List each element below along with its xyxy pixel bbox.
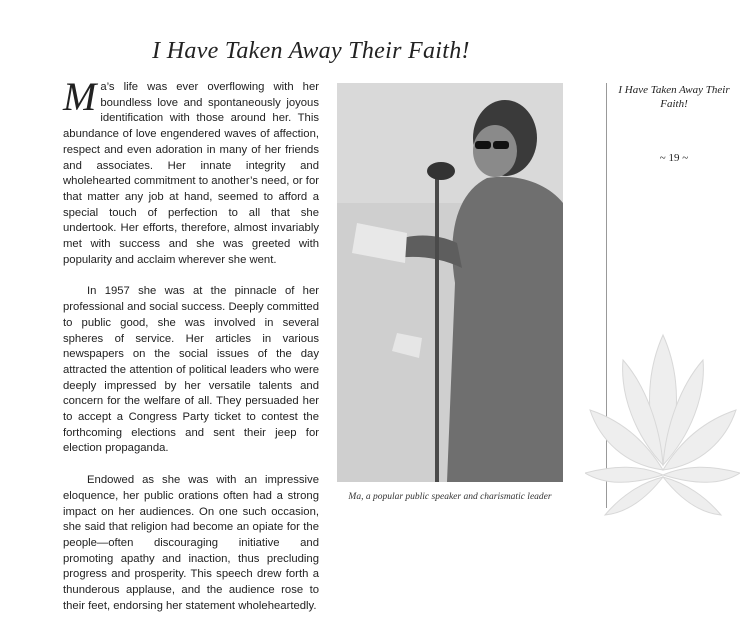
drop-cap: M	[63, 74, 97, 119]
chapter-title: I Have Taken Away Their Faith!	[152, 38, 470, 64]
speaker-photo	[337, 83, 563, 482]
paragraph-1-text: a’s life was ever overflowing with her boundless love and spontaneously joyous identification with those around her. This abundance of love engendered waves of affection, respect and even adoration in many of her friends and associates. Her innate integrity and wholehearted commitment to another’s need, or for that matter any job at hand, seemed to afford a special touch of perfection to all that she undertook. Her efforts, therefore, almost invariably met with success and she was greeted with popularity and acclaim wherever she went.	[63, 81, 319, 266]
body-text	[63, 74, 319, 631]
running-title: I Have Taken Away Their Faith!	[618, 84, 730, 110]
paragraph-2: In 1957 she was at the pinnacle of her professional and social success. Deeply committed to public good, she was involved in several spheres of service. Her articles in various newspapers on the social issues of the day attracted the attention of political leaders who were deeply impressed by her versatile talents and concern for the welfare of all. They persuaded her to accept a Congress Party ticket to contest the forthcoming elections and sent their jeep for election propaganda.	[63, 285, 319, 455]
photo-caption: Ma, a popular public speaker and charismatic leader	[348, 492, 552, 502]
photo-illustration	[337, 83, 563, 482]
page-number: ~ 19 ~	[659, 152, 689, 164]
lotus-flower-icon	[585, 315, 740, 525]
paragraph-1	[63, 74, 319, 268]
paragraph-3: Endowed as she was with an impressive eloquence, her public orations often had a strong impact on her audiences. On one such occasion, she said that religion had become an opiate for the people—often discouraging initiative and promoting apathy and inaction, thus precluding progress and prosperity. This speech drew forth a thunderous applause, and the audience rose to their feet, endorsing her statement wholeheartedly.	[63, 474, 319, 612]
